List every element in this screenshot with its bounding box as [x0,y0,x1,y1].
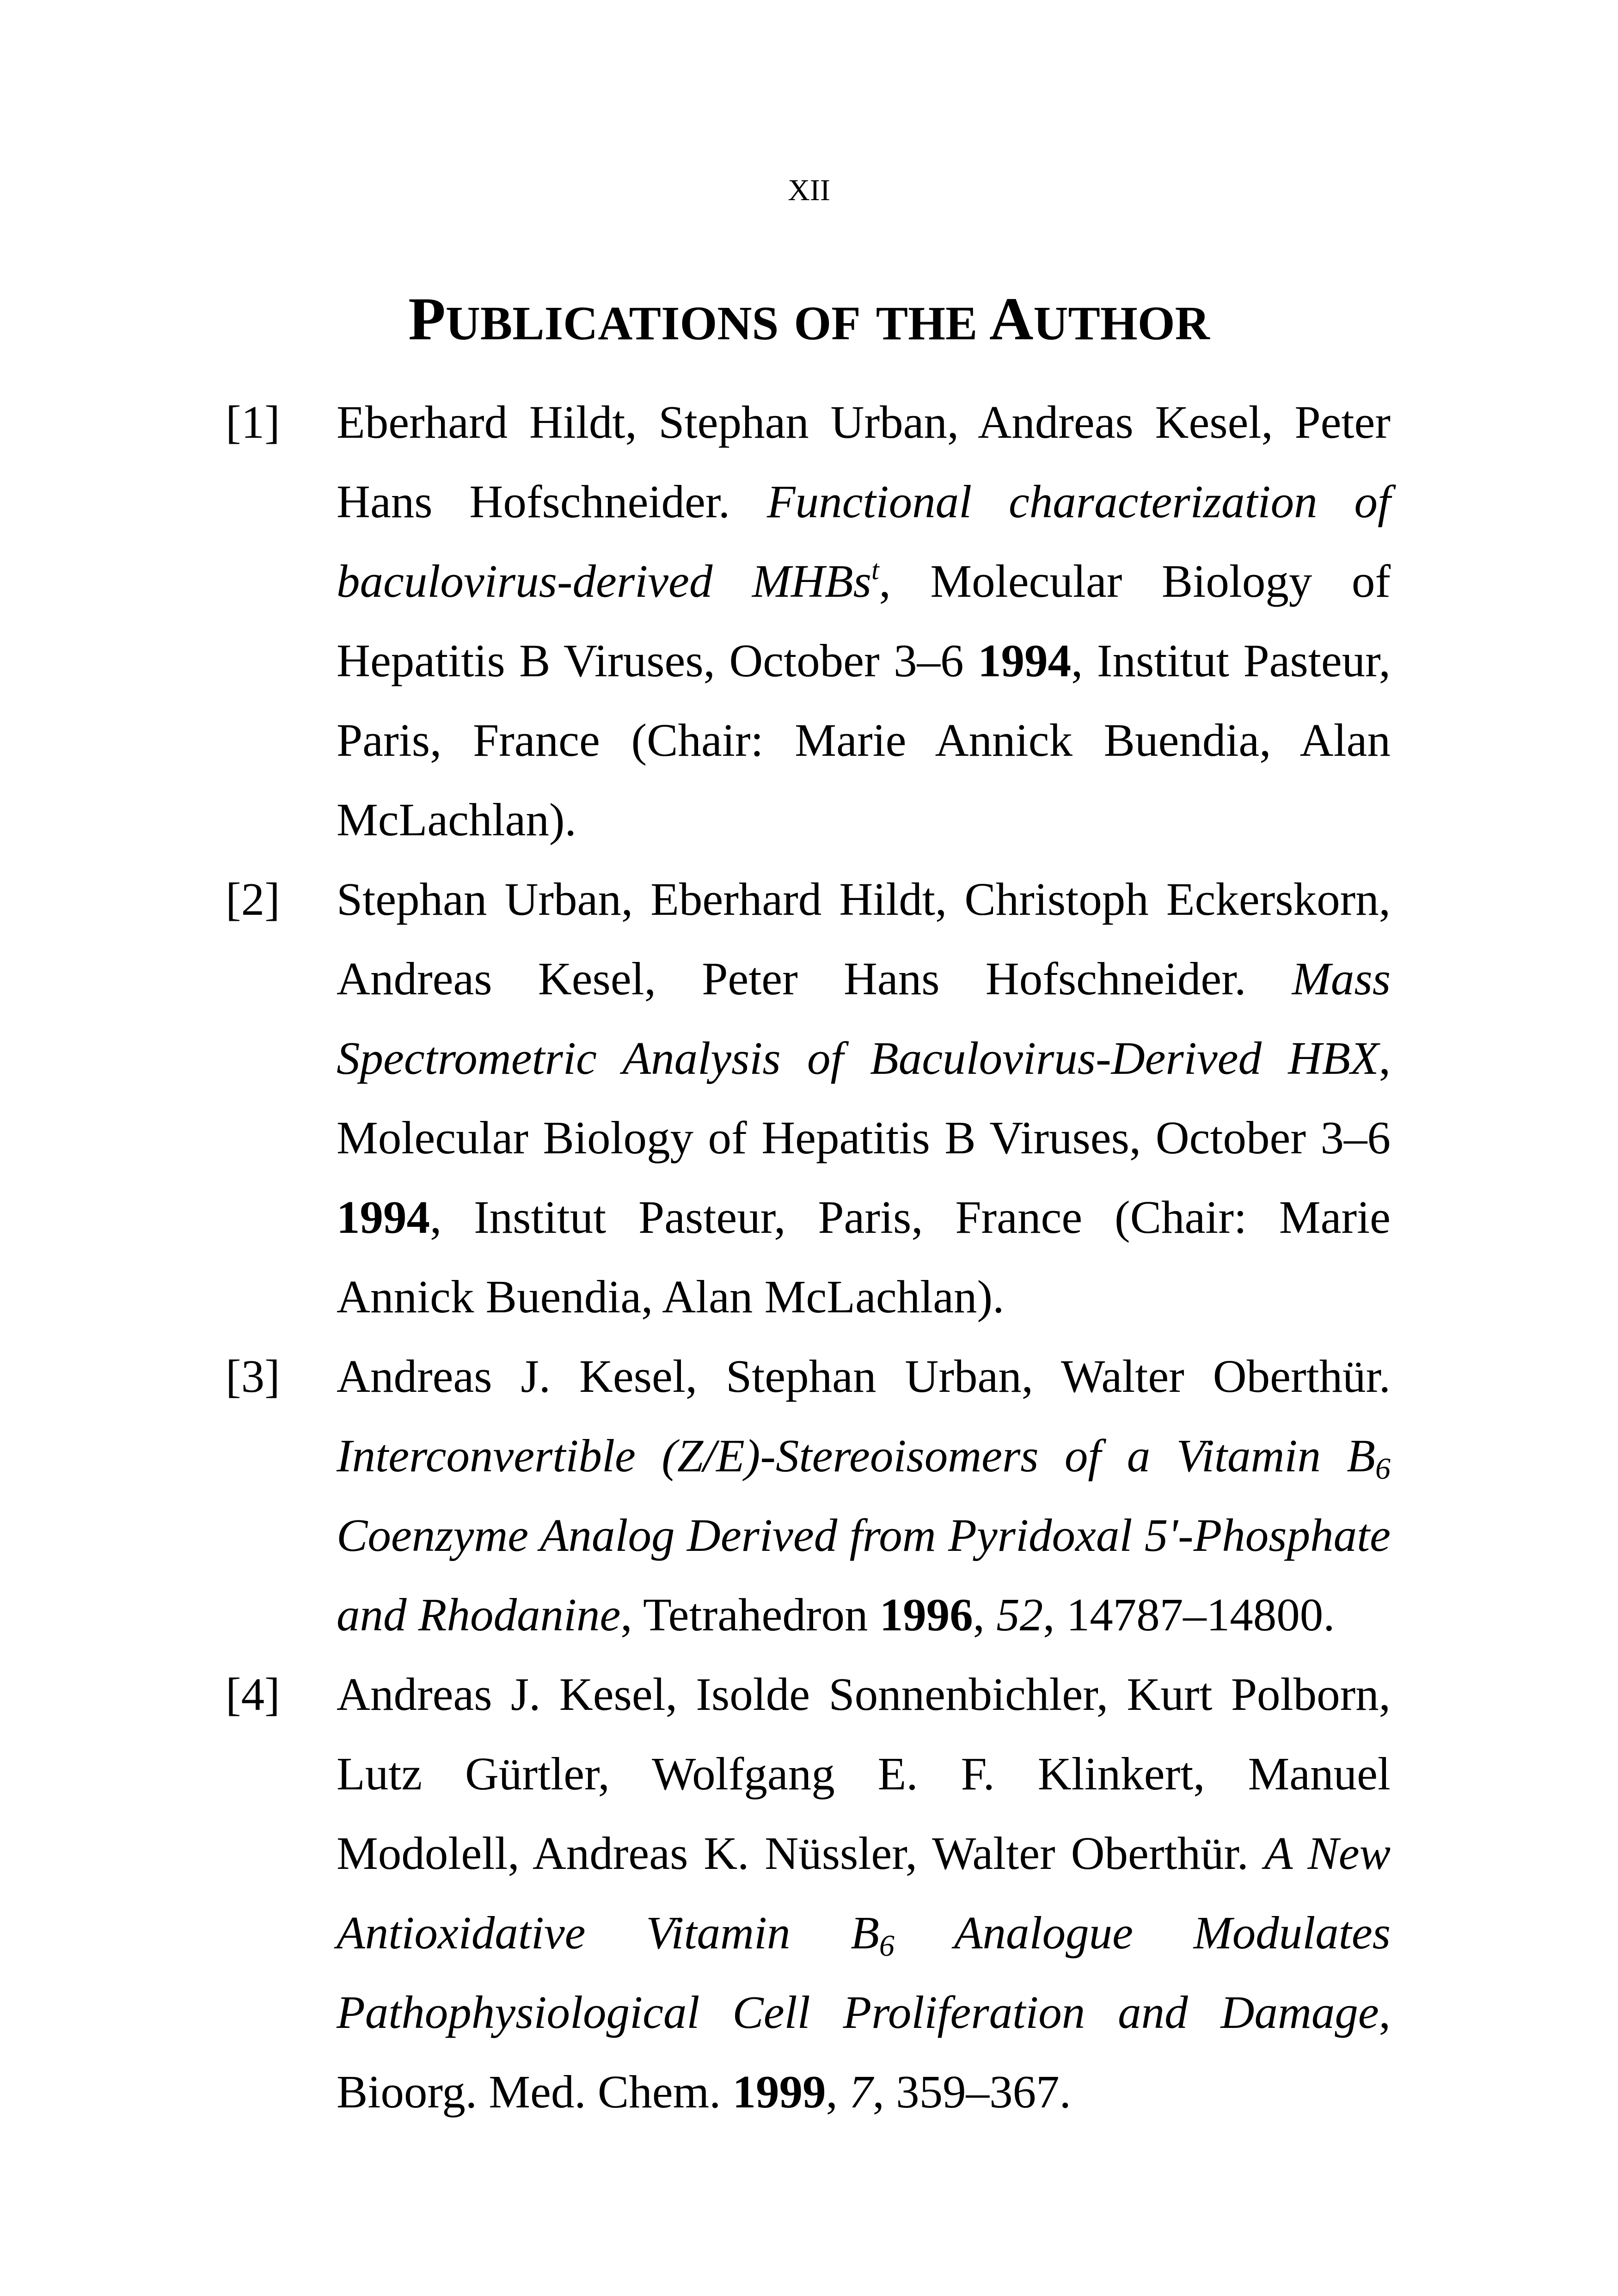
heading-word-author: UTHOR [1033,297,1210,350]
publication-citation: Andreas J. Kesel, Isolde Sonnenbichler, Kurt Polborn, Lutz Gürtler, Wolfgang E. F. Klinkert, Manuel Modolell, Andreas K. Nüssler, Walter Oberthür. A New Antioxidative Vitamin $B_6$ Analogue Modulates Pathophysiological Cell Proliferation and Damage, Bioorg. Med. Chem. 1999, 7, 359–367. [337,1668,1391,2118]
publication-venue: Molecular Biology of Hepatitis B Viruses, October 3–6 [337,555,1391,686]
publication-citation: Eberhard Hildt, Stephan Urban, Andreas Kesel, Peter Hans Hofschneider. Functional characterization of baculovirus-derived MHBs$^t$, Molecular Biology of Hepatitis B Viruses, October 3–6 1994, Institut Pasteur, Paris, France (Chair: Marie Annick Buendia, Alan McLachlan). [337,396,1391,845]
publication-authors: Stephan Urban, Eberhard Hildt, Christoph Eckerskorn, Andreas Kesel, Peter Hans Hofschneider. [337,873,1391,1004]
publication-number: [3] [226,1350,280,1402]
publication-volume: 52 [996,1589,1043,1641]
publication-citation: Stephan Urban, Eberhard Hildt, Christoph Eckerskorn, Andreas Kesel, Peter Hans Hofschneider. Mass Spectrometric Analysis of Baculovirus-Derived HBX, Molecular Biology of Hepatitis B Viruses, October 3–6 1994, Institut Pasteur, Paris, France (Chair: Marie Annick Buendia, Alan McLachlan). [337,873,1391,1322]
heading-initial-a: A [989,285,1034,353]
publication-details: Institut Pasteur, Paris, France (Chair: Marie Annick Buendia, Alan McLachlan). [337,1191,1391,1322]
publication-item [226,382,1391,859]
publication-number: [4] [226,1668,280,1720]
publication-details: Institut Pasteur, Paris, France (Chair: Marie Annick Buendia, Alan McLachlan). [337,635,1391,845]
publication-title-subscript: 6 [879,1929,895,1963]
publication-authors: Eberhard Hildt, Stephan Urban, Andreas Kesel, Peter Hans Hofschneider. [337,396,1391,527]
publication-year: 1994 [337,1191,430,1243]
heading-word-of: OF [794,297,861,350]
publication-title: Functional characterization of baculovirus-derived MHBs [337,476,1391,607]
publication-year: 1996 [879,1589,973,1641]
publication-item [226,859,1391,1336]
publication-journal: Bioorg. Med. Chem. [337,2066,721,2118]
publication-title-superscript: t [871,555,879,585]
publication-title-subscript: 6 [1375,1452,1391,1486]
publication-year: 1994 [978,635,1072,686]
page-number: XII [788,173,830,207]
publication-year: 1999 [732,2066,826,2118]
publication-title-part: Interconvertible (Z/E)-Stereoisomers of a Vitamin B [337,1430,1375,1482]
publication-number: [2] [226,873,280,925]
publication-title-part: Coenzyme Analog Derived from Pyridoxal 5'-Phosphate and Rhodanine [337,1509,1391,1641]
publication-pages: 359–367. [896,2066,1071,2118]
publication-title-part: A New Antioxidative Vitamin B [337,1827,1391,1959]
publication-item [226,1336,1391,1654]
publication-title: Mass Spectrometric Analysis of Baculovirus-Derived HBX [337,953,1391,1084]
publication-journal: Tetrahedron [643,1589,868,1641]
publication-venue: Molecular Biology of Hepatitis B Viruses, October 3–6 [337,1112,1391,1163]
publication-authors: Andreas J. Kesel, Isolde Sonnenbichler, Kurt Polborn, Lutz Gürtler, Wolfgang E. F. Klinkert, Manuel Modolell, Andreas K. Nüssler, Walter Oberthür. [337,1668,1391,1879]
publication-volume: 7 [849,2066,873,2118]
section-heading [0,284,1618,358]
publication-pages: 14787–14800. [1066,1589,1335,1641]
publication-item [226,1654,1391,2131]
publication-list [226,382,1391,2131]
publication-number: [1] [226,396,280,448]
heading-initial-p: P [408,285,446,353]
heading-word-the: THE [876,297,978,350]
heading-word-publications: UBLICATIONS [445,297,779,350]
publication-authors: Andreas J. Kesel, Stephan Urban, Walter Oberthür. [337,1350,1391,1402]
publication-citation: Andreas J. Kesel, Stephan Urban, Walter Oberthür. Interconvertible (Z/E)-Stereoisomers of a Vitamin $B_6$ Coenzyme Analog Derived from Pyridoxal 5'-Phosphate and Rhodanine, Tetrahedron 1996, 52, 14787–14800. [337,1350,1391,1641]
publication-title-part: Analogue Modulates Pathophysiological Cell Proliferation and Damage [337,1907,1391,2038]
